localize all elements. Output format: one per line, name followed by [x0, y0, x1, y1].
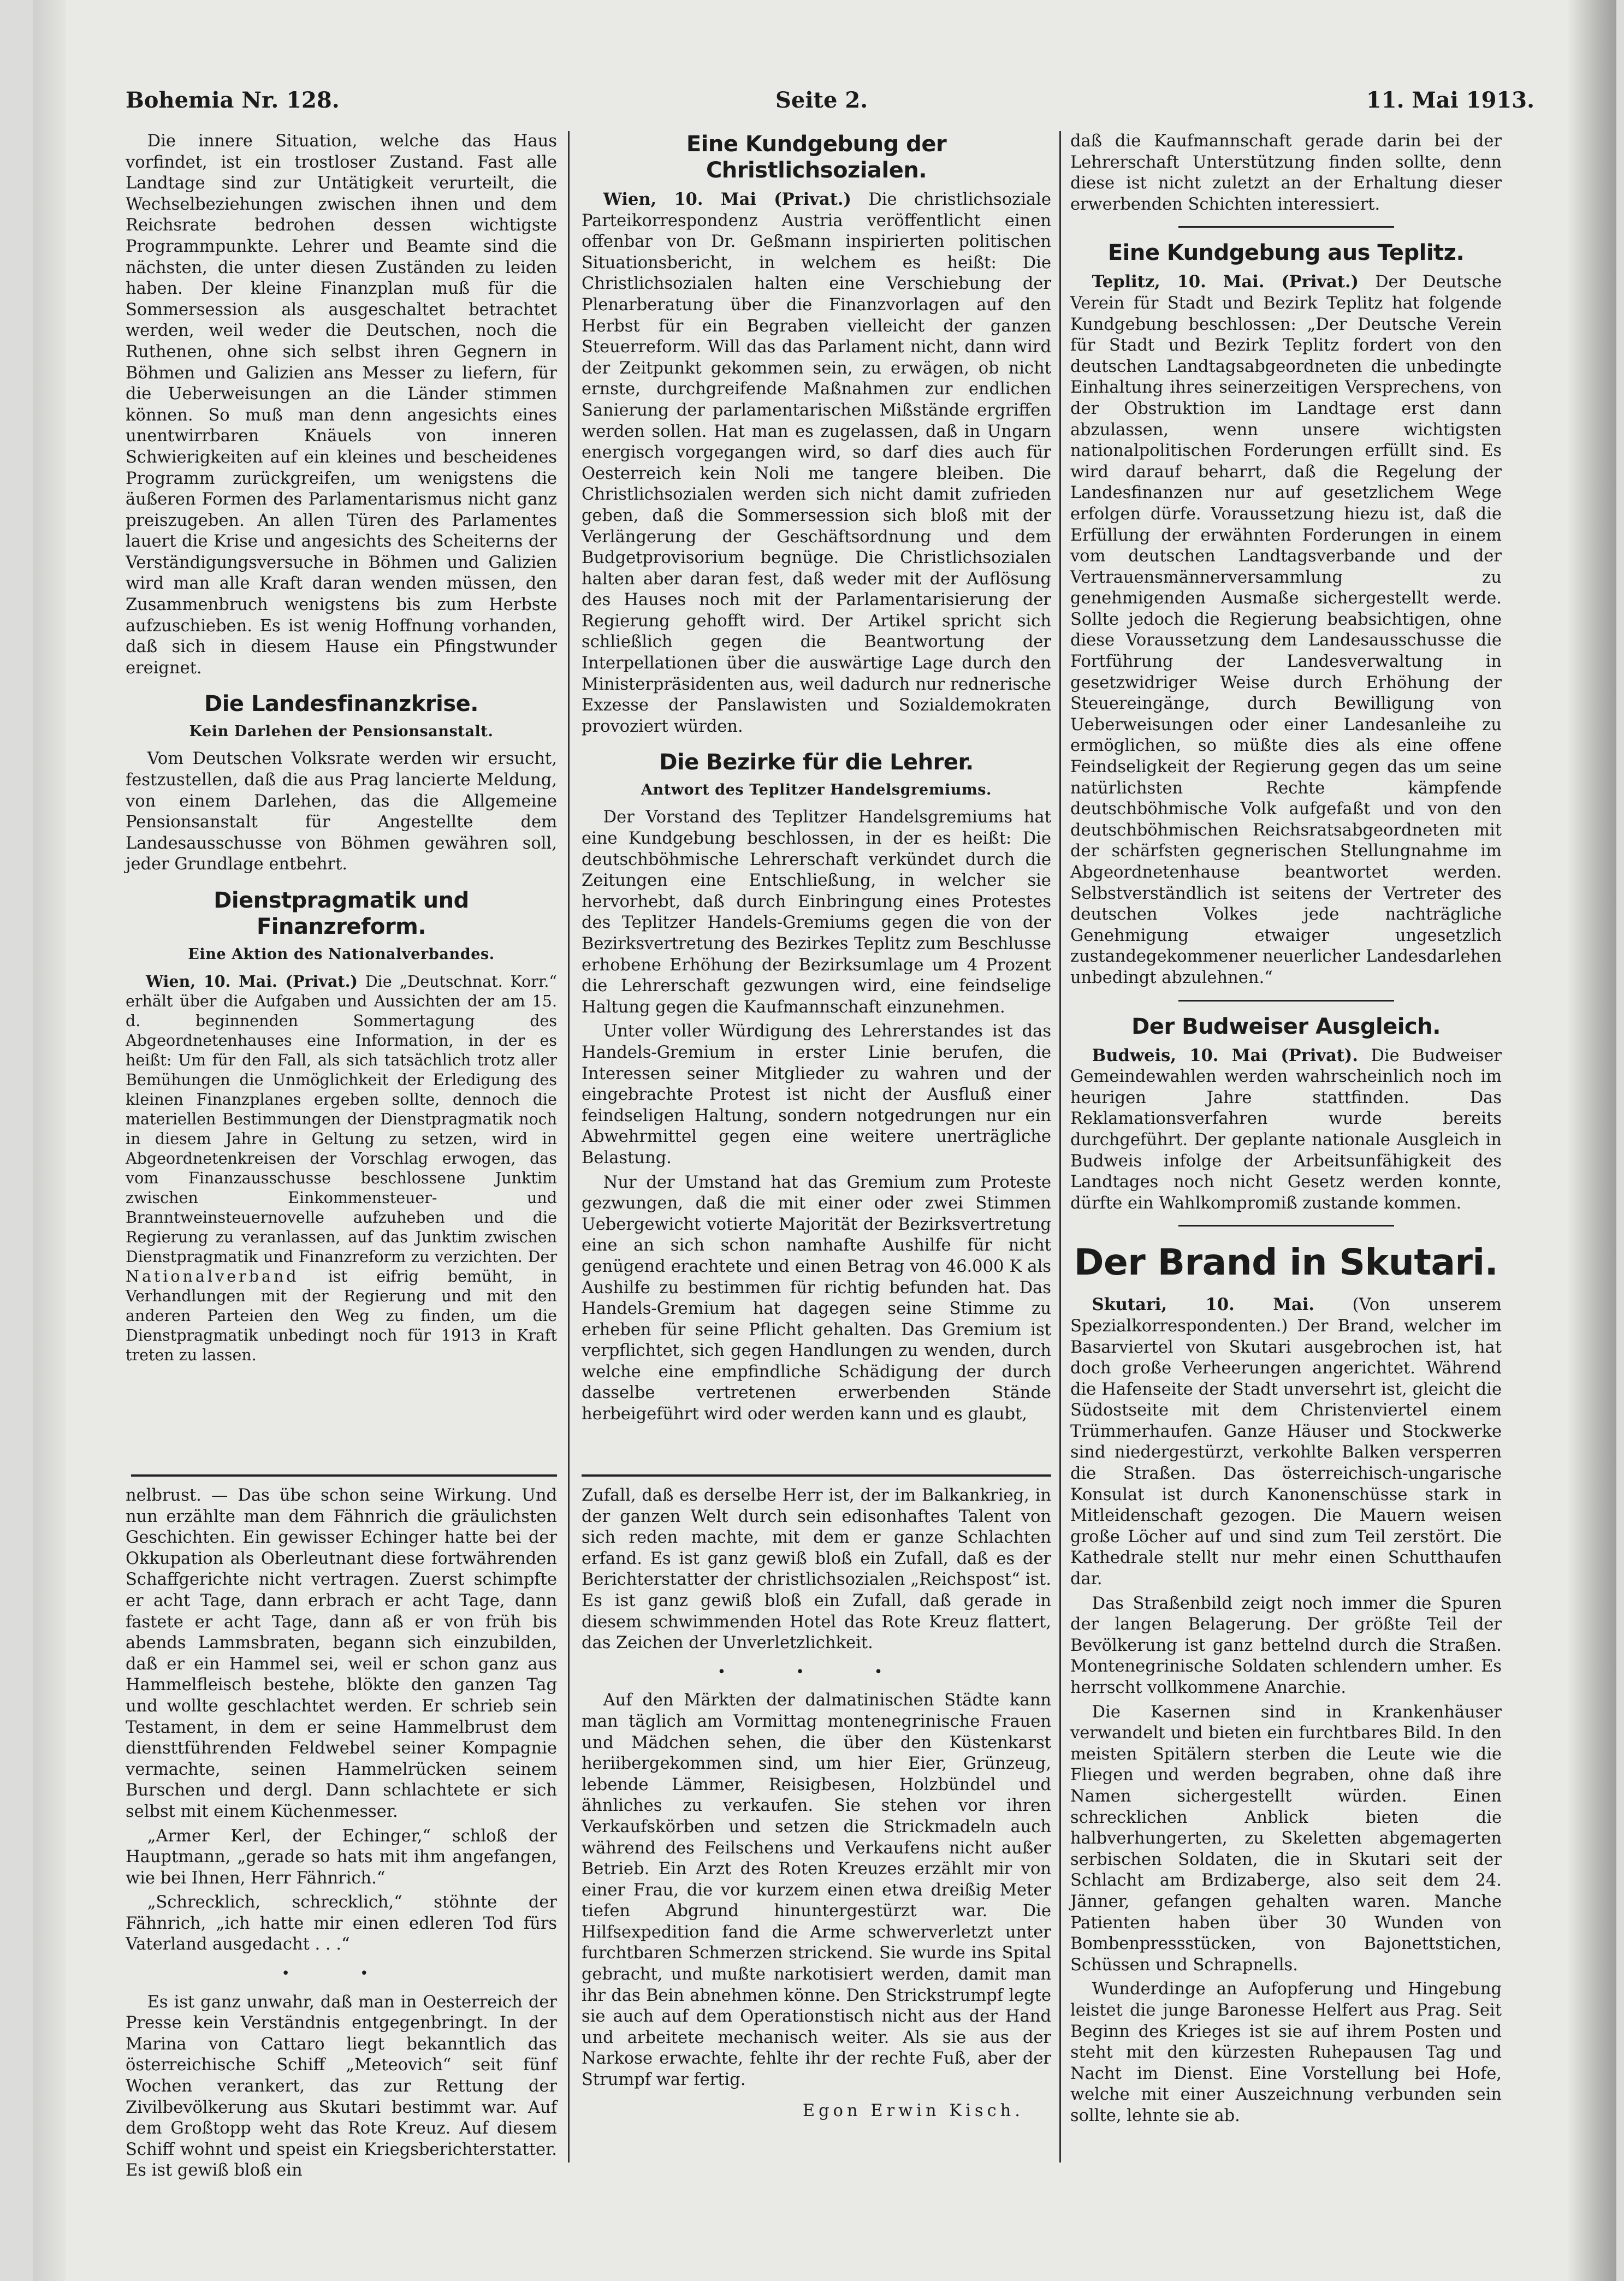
subhead-nationalverband: Eine Aktion des Nationalverbandes. — [188, 946, 495, 963]
dateline-wien-2: Wien, 10. Mai (Privat.) — [603, 189, 851, 209]
subhead-handelsgremium: Antwort des Teplitzer Handelsgremiums. — [641, 781, 992, 799]
column-rule-1 — [568, 131, 570, 2162]
headline-landesfinanzkrise: Die Landesfinanzkrise. — [204, 691, 478, 717]
header-issue: Bohemia Nr. 128. — [126, 87, 340, 113]
article-separator — [1178, 226, 1394, 228]
body-skutari-1-text: (Von unserem Spezialkorrespondenten.) Der Brand, welcher im Basarviertel von Skutari ausgebrochen ist, hat doch große Verheerungen angerichtet. Während die Hafenseite der Stadt unversehrt ist, gleicht die Südostseite mit dem Christenviertel einem Trümmerhaufen. Ganze Häuser und Stockwerke sind niedergestürzt, verkohlte Balken versperren die Straßen. Das österreichisch-ungarische Konsulat ist durch Kanonenschüsse stark in Mitleidenschaft gezogen. Die Mauern weisen große Löcher auf und sind zum Teil zerstört. Die Kathedrale stellt nur mehr einen Schutthaufen dar. — [1070, 1295, 1502, 1589]
dateline-budweis: Budweis, 10. Mai (Privat). — [1092, 1045, 1358, 1065]
headline-dienstpragmatik: Dienstpragmatik und Finanzreform. — [214, 888, 469, 939]
column-rule-2 — [1059, 131, 1061, 2162]
author-signature: Egon Erwin Kisch. — [802, 2101, 1024, 2120]
column-2 — [582, 131, 1051, 1469]
dateline-wien: Wien, 10. Mai. (Privat.) — [146, 972, 358, 991]
body-bezirke-1: Der Vorstand des Teplitzer Handelsgremiums hat eine Kundgebung beschlossen, in der es heißt: Die deutschböhmische Lehrerschaft verkündet durch die Zeitungen eine Entschließung, in welcher sie hervorhebt, daß durch Einbringung eines Protestes des Teplitzer Handels-Gremiums gegen die von der Bezirksvertretung des Bezirkes Teplitz zum Beschlusse erhobene Erhöhung der Bezirksumlage um 4 Prozent die Lehrerschaft gezwungen wird, eine feindselige Haltung gegen die Kaufmannschaft einzunehmen. — [582, 808, 1051, 1017]
section-dots: • • • — [717, 1663, 916, 1680]
headline-teplitz: Eine Kundgebung aus Teplitz. — [1107, 240, 1465, 266]
page-header — [126, 82, 1534, 120]
subhead-pensionsanstalt: Kein Darlehen der Pensionsanstalt. — [189, 723, 494, 740]
body-dienstpragmatik-tail: ist eifrig bemüht, in Verhandlungen mit der Regierung und mit den anderen Parteien den Weg zu finden, um die Dienstpragmatik unbedingt noch für 1913 in Kraft treten zu lassen. — [126, 1267, 557, 1364]
feuilleton-paragraph: Es ist ganz unwahr, daß man in Oesterreich der Presse kein Verständnis entgegenbringt. In der Marina von Cattaro liegt bekanntlich das österreichische Schiff „Meteovich“ seit fünf Wochen verankert, das zur Rettung der Zivilbevölkerung aus Skutari bestimmt war. Auf dem Großtopp weht das Rote Kreuz. Auf diesem Schiff wohnt und speist ein Kriegsberichterstatter. Es ist gewiß bloß ein — [126, 1992, 557, 2181]
page-binding-edge — [33, 0, 66, 2281]
headline-christlichsoziale: Eine Kundgebung der Christlichsozialen. — [686, 132, 947, 183]
body-christlichsoziale — [582, 189, 1051, 737]
body-bezirke-2: Unter voller Würdigung des Lehrerstandes ist das Handels-Gremium in erster Linie berufen, die Interessen seiner Mitglieder zu wahren und der eingebrachte Protest ist nicht der Ausfluß einer feindseligen Haltung, sondern notgedrungen nur ein Abwehrmittel gegen eine weitere unerträgliche Belastung. — [582, 1022, 1051, 1168]
body-teplitz — [1070, 271, 1502, 988]
body-skutari-1 — [1070, 1294, 1502, 1590]
column-1 — [126, 131, 557, 1469]
body-skutari-2: Das Straßenbild zeigt noch immer die Spuren der langen Belagerung. Der größte Teil der Bevölkerung ist ganz bettelnd durch die Straßen. Montenegrinische Soldaten schlendern umher. Es herrscht vollkommene Anarchie. — [1070, 1593, 1502, 1697]
article-separator — [1178, 1225, 1394, 1227]
column-3 — [1070, 131, 1502, 2157]
feuilleton-paragraph: „Armer Kerl, der Echinger,“ schloß der Hauptmann, „gerade so hats mit ihm angefangen, wie bei Ihnen, Herr Fähnrich.“ — [126, 1826, 557, 1888]
header-page-number: Seite 2. — [775, 87, 868, 113]
dateline-teplitz: Teplitz, 10. Mai. (Privat.) — [1092, 272, 1359, 292]
feuilleton-paragraph: „Schrecklich, schrecklich,“ stöhnte der Fähnrich, „ich hatte mir einen edleren Tod fürs Vaterland ausgedacht . . .“ — [126, 1893, 557, 1954]
intro-paragraph: Die innere Situation, welche das Haus vorfindet, ist ein trostloser Zustand. Fast alle Landtage sind zur Untätigkeit verurteilt, die Wechselbeziehungen zwischen ihnen und dem Reichsrate bedrohen dessen wichtigste Programmpunkte. Lehrer und Beamte sind die nächsten, die unter diesen Zuständen zu leiden haben. Der kleine Finanzplan muß für die Sommersession als ausgeschaltet betrachtet werden, weil weder die Deutschen, noch die Ruthenen, ohne sich selbst ihren Gegnern in Böhmen und Galizien ans Messer zu liefern, für die Ueberweisungen an die Länder stimmen können. So muß man denn angesichts eines unentwirrbaren Knäuels von inneren Schwierigkeiten auf ein kleines und bescheidenes Programm zurückgreifen, um wenigstens die äußeren Formen des Parlamentarismus nicht ganz preiszugeben. An allen Türen des Parlamentes lauert die Krise und angesichts des Scheiterns der Verständigungsversuche in Böhmen und Galizien wird man alle Kraft daran wenden müssen, den Zusammenbruch wenigstens bis zum Herbste aufzuschieben. Es ist wenig Hoffnung vorhanden, daß sich in diesem Hause ein Pfingstwunder ereignet. — [126, 132, 557, 678]
newspaper-page — [33, 0, 1616, 2281]
headline-brand-skutari: Der Brand in Skutari. — [1074, 1241, 1498, 1284]
column-1-feuilleton — [126, 1485, 557, 2181]
dateline-skutari: Skutari, 10. Mai. — [1092, 1295, 1315, 1315]
body-christlichsoziale-text: Die christlichsoziale Parteikorrespondenz Austria veröffentlicht einen offenbar von Dr. Geßmann inspirierten politischen Situationsbericht, in welchem es heißt: Die Christlichsozialen halten eine Verschiebung der Plenarberatung über die Finanzvorlagen auf den Herbst für ein Begraben vielleicht der ganzen Steuerreform. Will das das Parlament nicht, dann wird der Zeitpunkt gekommen sein, zu erwägen, ob nicht ernste, durchgreifende Maßnahmen zur endlichen Sanierung der parlamentarischen Mißstände ergriffen werden sollen. Hat man es zugelassen, daß in Ungarn energisch vorgegangen wird, so darf dies auch für Oesterreich kein Noli me tangere bleiben. Die Christlichsozialen werden sich nicht damit zufrieden geben, daß die Sommersession sich bloß mit der Verlängerung der Geschäftsordnung und dem Budgetprovisorium begnüge. Die Christlichsozialen halten aber daran fest, daß weder mit der Auflösung des Hauses noch mit der Parlamentarisierung der Regierung gehofft wird. Der Artikel spricht sich schließlich gegen die Beantwortung der Interpellationen über die auswärtige Lage durch den Ministerpräsidenten aus, weil dadurch nur rednerische Exzesse der Panslawisten und Sozialdemokraten provoziert würden. — [582, 190, 1051, 736]
body-skutari-4: Wunderdinge an Aufopferung und Hingebung leistet die junge Baronesse Helfert aus Prag. Seit Beginn des Krieges ist sie auf ihrem Posten und steht mit den kürzesten Ruhepausen Tag und Nacht im Dienst. Eine Vorstellung bei Hofe, welche mit einer Auszeichnung verbunden sein sollte, lehnte sie ab. — [1070, 1980, 1502, 2125]
body-skutari-3: Die Kasernen sind in Krankenhäuser verwandelt und bieten ein furchtbares Bild. In den meisten Spitälern sterben die Leute wie die Fliegen und werden begraben, ohne daß ihre Namen sichergestellt würden. Einen schrecklichen Anblick bieten die halbverhungerten, zu Skeletten abgemagerten serbischen Soldaten, die in Skutari seit der Schlacht am Brdizaberge, also seit dem 24. Jänner, gefangen gehalten waren. Manche Patienten haben über 30 Wunden von Bombenpressstücken, von Bajonettstichen, Schüssen und Schrapnells. — [1070, 1702, 1502, 1975]
body-dienstpragmatik — [126, 971, 557, 1365]
feuilleton-paragraph: Zufall, daß es derselbe Herr ist, der im Balkankrieg, in der ganzen Welt durch sein edisonhaftes Talent von sich reden machte, mit dem er ganze Schlachten erfand. Es ist ganz gewiß bloß ein Zufall, daß es der Berichterstatter der christlichsozialen „Reichspost“ ist. Es ist ganz gewiß bloß ein Zufall, daß gerade in diesem schwimmenden Hotel das Rote Kreuz flattert, das Zeichen der Unverletzlichkeit. — [582, 1486, 1051, 1653]
body-bezirke-3: Nur der Umstand hat das Gremium zum Proteste gezwungen, daß die mit einer oder zwei Stimmen Uebergewicht votierte Majorität der Bezirksvertretung eine an sich schon namhafte Aushilfe für nicht genügend erachtete und einen Betrag von 46.000 K als Aushilfe zu bestimmen für richtig befunden hat. Das Handels-Gremium hat dagegen seine Stimme zu erheben für seine Pflicht gehalten. Das Gremium ist verpflichtet, sich gegen Handlungen zu wenden, durch welche eine empfindliche Schädigung der durch dasselbe vertretenen erwerbenden Stände herbeigeführt wird oder werden kann und es glaubt, — [582, 1172, 1051, 1424]
feuilleton-paragraph: nelbrust. — Das übe schon seine Wirkung. Und nun erzählte man dem Fähnrich die gräulichsten Geschichten. Ein gewisser Echinger hatte bei der Okkupation als Oberleutnant diese fortwährenden Schaffgerichte nicht vertragen. Zuerst schimpfte er acht Tage, dann erbrach er acht Tage, dann fastete er acht Tage, dann aß er von früh bis abends Lammsbraten, begann sich einzubilden, daß er ein Hammel sei, weil er schon ganz aus Hammelfleisch bestehe, blökte den ganzen Tag und wollte geschlachtet werden. Er schrieb sein Testament, in dem er seine Hammelbrust dem diensttführenden Feldwebel seiner Kompagnie vermachte, seinen Hammelrücken seinem Burschen und dergl. Dann schlachtete er sich selbst mit einem Küchenmesser. — [126, 1486, 557, 1821]
page-right-shadow — [1567, 0, 1616, 2281]
article-separator — [1178, 1000, 1394, 1002]
headline-budweiser: Der Budweiser Ausgleich. — [1131, 1014, 1441, 1039]
headline-bezirke-lehrer: Die Bezirke für die Lehrer. — [659, 750, 974, 775]
feuilleton-rule-1 — [131, 1474, 557, 1477]
feuilleton-rule-2 — [582, 1474, 1051, 1477]
body-teplitz-text: Der Deutsche Verein für Stadt und Bezirk Teplitz hat folgende Kundgebung beschlossen: „Der Deutsche Verein für Stadt und Bezirk Teplitz fordert von den deutschen Landtagsabgeordneten die unbedingte Einhaltung ihres seinerzeitigen Versprechens, von der Obstruktion im Landtage erst dann abzulassen, wenn unsere wichtigsten nationalpolitischen Forderungen erfüllt sind. Es wird darauf beharrt, daß die Regelung der Landesfinanzen nur auf gesetzlichem Wege erfolgen dürfe. Voraussetzung hiezu ist, daß die Erfüllung der erwähnten Forderungen in einem vom deutschen Landtagsverbande und der Vertrauensmännerversammlung zu genehmigenden Ausmaße sichergestellt werde. Sollte jedoch die Regierung beabsichtigen, ohne diese Voraussetzung dem Landesausschusse die Fortführung der Landesverwaltung in gesetzwidriger Weise durch Erhöhung der Steuereingänge, durch Bewilligung von Ueberweisungen oder einer Landesanleihe zu ermöglichen, so müßte dies als eine offene Feindseligkeit der Regierung gegen das um seine natürlichsten Rechte kämpfende deutschböhmische Volk aufgefaßt und von den deutschböhmischen Reichsratsabgeordneten mit der schärfsten gegnerischen Stellungnahme im Abgeordnetenhause beantwortet werden. Selbstverständlich ist seitens der Vertreter des deutschen Volkes jede nachträgliche Genehmigung etwaiger ungesetzlich zustandegekommener neuerlicher Landesdarlehen unbedingt abzulehnen.“ — [1070, 272, 1502, 987]
body-continuation: daß die Kaufmannschaft gerade darin bei der Lehrerschaft Unterstützung finden sollte, denn diese ist nicht zuletzt an der Erhaltung dieser erwerbenden Schichten interessiert. — [1070, 132, 1502, 214]
body-landesfinanzkrise: Vom Deutschen Volksrate werden wir ersucht, festzustellen, daß die aus Prag lancierte Meldung, von einem Darlehen, das die Allgemeine Pensionsanstalt für Angestellte dem Landesausschusse von Böhmen gewähren soll, jeder Grundlage entbehrt. — [126, 749, 557, 874]
body-dienstpragmatik-text: Die „Deutschnat. Korr.“ erhält über die Aufgaben und Aussichten der am 15. d. beginnenden Sommertagung des Abgeordnetenhauses eine Information, in der es heißt: Um für den Fall, als sich tatsächlich trotz aller Bemühungen die Unmöglichkeit der Erledigung des kleinen Finanzplanes ergeben sollte, dennoch die materiellen Bestimmungen der Dienstpragmatik noch in diesem Jahre in Geltung zu setzen, wird in Abgeordnetenkreisen der Vorschlag erwogen, das vom Finanzausschusse beschlossene Junktim zwischen Einkommensteuer- und Branntweinsteuernovelle aufzuheben und die Regierung zu veranlassen, auf das Junktim zwischen Dienstpragmatik und Finanzreform zu verzichten. Der — [126, 973, 558, 1266]
body-budweiser-text: Die Budweiser Gemeindewahlen werden wahrscheinlich noch im heurigen Jahre stattfinden. Das Reklamationsverfahren wurde bereits durchgeführt. Der geplante nationale Ausgleich in Budweis infolge der Arbeitsunfähigkeit des Landtages noch nicht Gesetz werden konnte, dürfte ein Wahlkompromiß zustande kommen. — [1070, 1046, 1502, 1213]
header-date: 11. Mai 1913. — [1366, 87, 1534, 113]
feuilleton-paragraph: Auf den Märkten der dalmatinischen Städte kann man täglich am Vormittag montenegrinische Frauen und Mädchen sehen, die über den Küstenkarst heriibergekommen sind, um hier Eier, Grünzeug, lebende Lämmer, Reisigbesen, Holzbündel und ähnliches zu verkaufen. Sie stehen vor ihren Verkaufskörben und setzen die Strickmadeln auch während des Feilschens und Verkaufens nicht außer Betrieb. Ein Arzt des Roten Kreuzes erzählt mir von einer Frau, die vor kurzem einen etwa dreißig Meter tiefen Abgrund hinuntergestürzt war. Die Hilfsexpedition fand die Arme schwerverletzt unter furchtbaren Schmerzen strickend. Sie wurde ins Spital gebracht, und mußte narkotisiert werden, damit man ihr das Bein abnehmen könne. Den Strickstrumpf legte sie auch auf dem Operationstisch nicht aus der Hand und arbeitete mechanisch weiter. Als sie aus der Narkose erwachte, fehlte ihr der rechte Fuß, aber der Strumpf war fertig. — [582, 1691, 1051, 2090]
column-2-feuilleton — [582, 1485, 1051, 2157]
body-budweiser — [1070, 1045, 1502, 1214]
section-dots: • • — [281, 1965, 401, 1982]
emph-nationalverband: Nationalverband — [126, 1267, 299, 1285]
